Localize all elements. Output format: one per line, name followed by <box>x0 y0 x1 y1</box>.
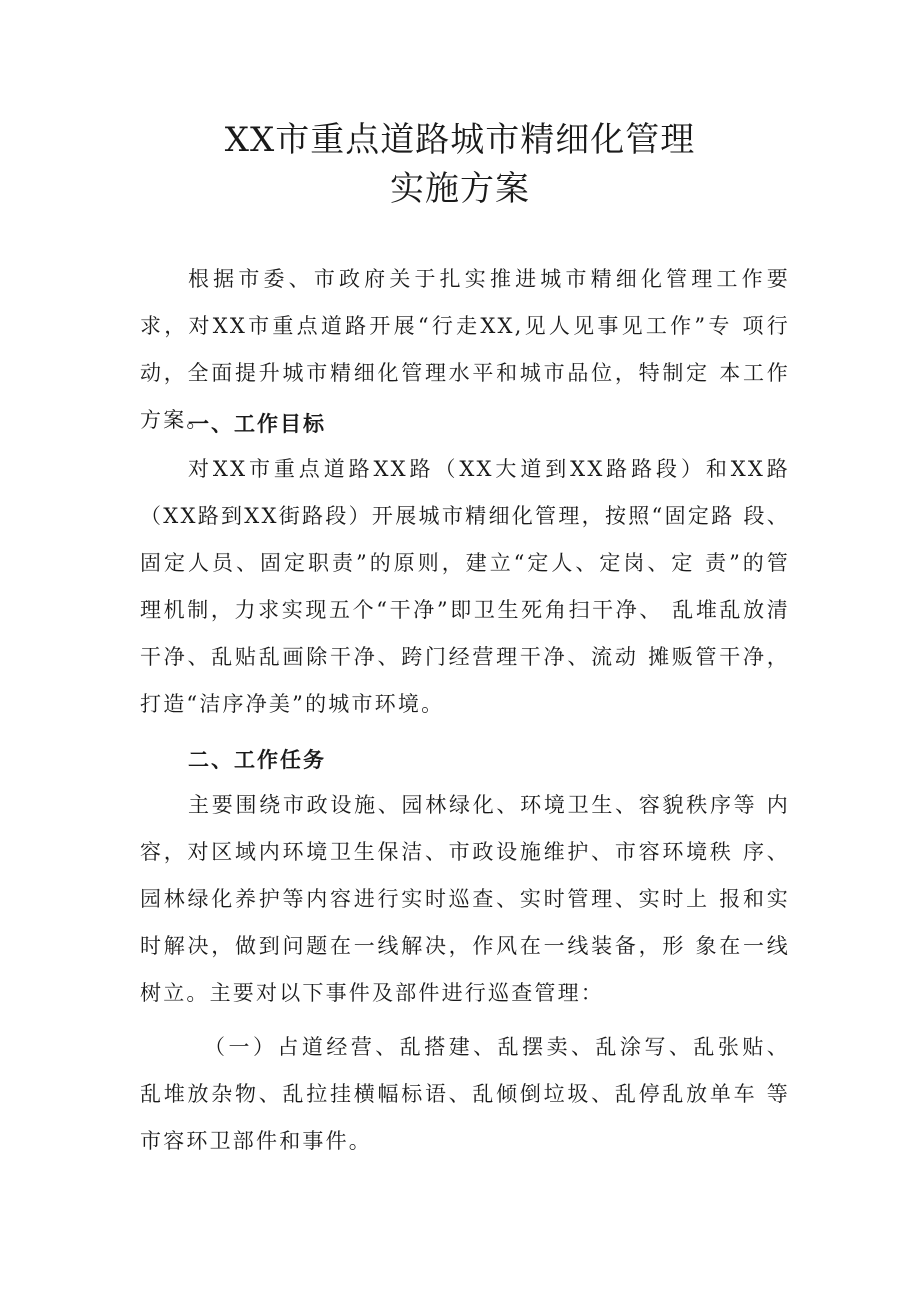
document-title-line2: 实施方案 <box>390 169 530 209</box>
document-title-line1: XX市重点道路城市精细化管理 <box>224 120 696 160</box>
section-heading-goals: 一、工作目标 <box>188 412 326 436</box>
task-item-1: （一）占道经营、乱搭建、乱摆卖、乱涂写、乱张贴、 乱堆放杂物、乱拉挂横幅标语、乱倾倒垃圾、乱停乱放单车 等市容环卫部件和事件。 <box>140 1035 790 1153</box>
section-heading-tasks: 二、工作任务 <box>188 748 326 772</box>
intro-paragraph: 根据市委、市政府关于扎实推进城市精细化管理工作要 求，对XX市重点道路开展“行走XX,见人见事见工作”专 项行动，全面提升城市精细化管理水平和城市品位，特制定 本工作方案。 <box>140 267 790 432</box>
goals-paragraph: 对XX市重点道路XX路（XX大道到XX路路段）和XX路 （XX路到XX街路段）开展城市精细化管理，按照“固定路 段、固定人员、固定职责”的原则，建立“定人、定岗、定 责”的管理机制，力求实现五个“干净”即卫生死角扫干净、 乱堆乱放清干净、乱贴乱画除干净、跨门经营理干净、流动 摊贩管干净，打造“洁序净美”的城市环境。 <box>140 457 790 716</box>
tasks-paragraph: 主要围绕市政设施、园林绿化、环境卫生、容貌秩序等 内容，对区域内环境卫生保洁、市政设施维护、市容环境秩 序、园林绿化养护等内容进行实时巡查、实时管理、实时上 报和实时解决，做到问题在一线解决，作风在一线装备，形 象在一线树立。主要对以下事件及部件进行巡查管理： <box>140 793 790 1005</box>
